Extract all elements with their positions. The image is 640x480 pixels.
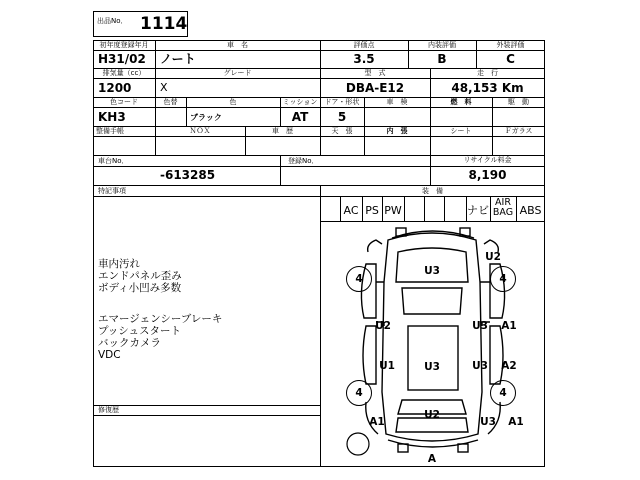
rule [444, 196, 445, 221]
fuel-label: 燃 料 [450, 98, 472, 106]
model-value: DBA-E12 [345, 81, 405, 95]
color-code-value: KH3 [98, 110, 126, 124]
cc-value: 1200 [98, 81, 132, 95]
wheel-front-right: 4 [490, 266, 516, 292]
equip-airbag: AIR BAG [492, 197, 514, 218]
mission-value: AT [291, 110, 309, 124]
wheel-rear-left: 4 [346, 380, 372, 406]
year-value: H31/02 [98, 52, 146, 66]
special-label: 特記事項 [98, 187, 126, 195]
wheel-rear-right: 4 [490, 380, 516, 406]
mileage-label: 走 行 [477, 69, 498, 77]
mark-right-rear-door: U3 [472, 360, 488, 372]
roof-label: 天 張 [331, 127, 353, 135]
exterior-value: C [506, 52, 515, 66]
drive-label: 駆 動 [508, 98, 529, 106]
rule [93, 185, 545, 186]
mark-hood: U3 [424, 265, 440, 277]
repair-label: 修復歴 [98, 406, 119, 414]
rule [320, 185, 321, 467]
rule [424, 196, 425, 221]
rule [280, 155, 281, 185]
note-line: エマージェンシーブレーキ [98, 313, 223, 325]
mark-right-rear-fender: A2 [501, 360, 517, 372]
rule [93, 136, 545, 137]
car-name: ノート [160, 52, 196, 66]
score-label: 評価点 [353, 41, 375, 49]
mark-rear-left: A1 [369, 416, 385, 428]
color-code-label: 色コード [110, 98, 138, 106]
lot-label: 出品No． [97, 17, 128, 25]
chassis-label: 車台No． [98, 157, 129, 165]
model-label: 型 式 [364, 69, 386, 77]
rule [93, 196, 545, 197]
mark-left-front-door: U2 [375, 320, 391, 332]
nox-label: ＮＯＸ [189, 127, 211, 135]
note-line: 車内汚れ [98, 258, 140, 270]
equipment-label: 装 備 [422, 187, 443, 195]
equip-ac: AC [343, 204, 359, 217]
history-label: 車 歴 [272, 127, 293, 135]
rule [404, 196, 405, 221]
mission-label: ミッション [282, 98, 318, 106]
mark-rear-right-corner: A1 [508, 416, 524, 428]
score-value: 3.5 [353, 52, 375, 66]
lot-number: 1114 [140, 14, 188, 34]
doors-value: 5 [337, 110, 347, 124]
equip-pw: PW [384, 204, 402, 217]
note-line: プッシュスタート [98, 325, 182, 337]
color-value: ブラック [190, 113, 222, 122]
mark-front-right-corner: U2 [485, 251, 501, 263]
equip-navi: ナビ [467, 204, 489, 217]
rule [93, 107, 545, 108]
doors-label: ドア・形状 [324, 98, 360, 106]
exterior-label: 外装評価 [496, 41, 525, 49]
cc-label: 排気量（cc） [102, 69, 146, 77]
note-line: VDC [98, 349, 121, 361]
rule [93, 78, 545, 79]
color-label: 色 [229, 98, 237, 106]
seat-label: シート [450, 127, 472, 135]
reg-label: 登録No． [288, 157, 319, 165]
note-line: エンドパネル歪み [98, 270, 182, 282]
mark-roof: U3 [424, 361, 440, 373]
color-type-label: 色替 [163, 98, 178, 106]
mark-rear-bumper: A [427, 453, 437, 465]
mark-trunk: U2 [424, 409, 440, 421]
mark-rear-right: U3 [480, 416, 496, 428]
mileage-value: 48,153 Km [451, 81, 524, 95]
year-label: 初年度登録年月 [99, 41, 149, 49]
recycle-value: 8,190 [468, 168, 507, 182]
equip-abs: ABS [519, 204, 542, 217]
rule [93, 415, 320, 416]
wheel-front-left: 4 [346, 266, 372, 292]
car-diagram [322, 222, 544, 466]
name-label: 車 名 [227, 41, 248, 49]
equip-ps: PS [365, 204, 379, 217]
interior-value: B [437, 52, 447, 66]
rule [93, 405, 320, 406]
mark-right-front-fender: A1 [501, 320, 517, 332]
mark-right-front-door: U3 [472, 320, 488, 332]
inner-label: 内 張 [386, 127, 408, 135]
chassis-value: -613285 [160, 168, 216, 182]
capacity-label: 車 検 [386, 98, 408, 106]
interior-label: 内装評価 [428, 41, 456, 49]
glass-label: Ｆガラス [504, 127, 533, 135]
note-line: バックカメラ [98, 337, 161, 349]
mark-left-rear-door: U1 [379, 360, 395, 372]
recycle-label: リサイクル料金 [463, 156, 512, 164]
note-line: ボディ小凹み多数 [98, 282, 182, 294]
grade-value: X [160, 81, 168, 94]
grade-label: グレード [223, 69, 252, 77]
manual-label: 整備手帳 [96, 127, 124, 135]
